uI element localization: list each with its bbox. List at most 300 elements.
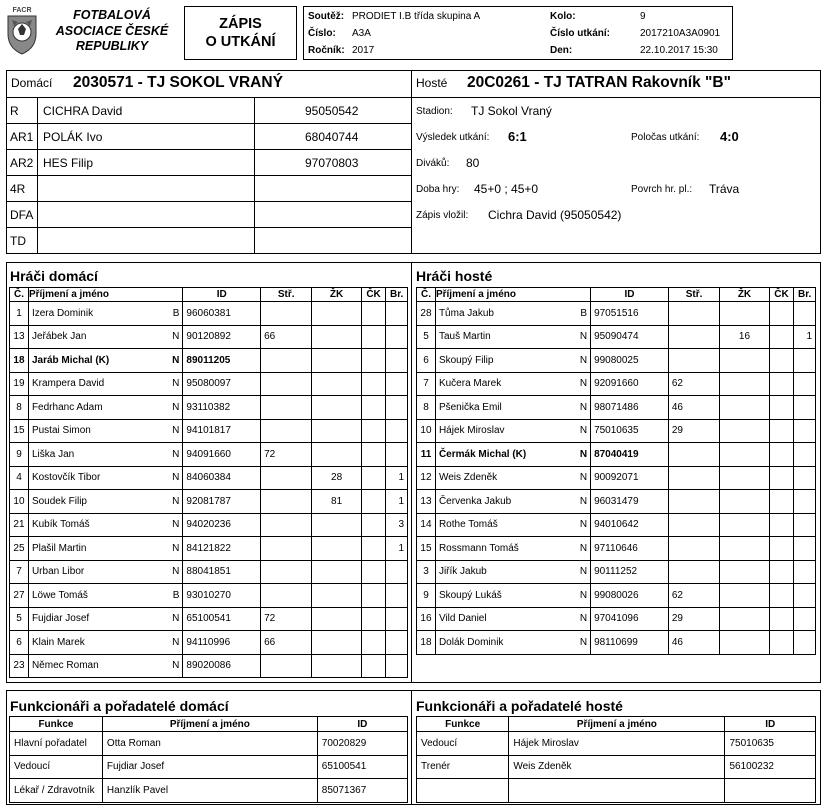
substitution-minute: [668, 302, 719, 326]
red-card-minute: [361, 302, 386, 326]
substitution-minute: [668, 325, 719, 349]
player-type: N: [172, 660, 180, 672]
red-card-minute: [361, 466, 386, 490]
red-card-minute: [361, 325, 386, 349]
column-header-ck: ČK: [361, 288, 386, 302]
goals: [386, 584, 408, 608]
player-number: 11: [417, 443, 436, 467]
yellow-card-minute: [720, 372, 770, 396]
player-name-cell: [28, 560, 182, 584]
home-func-title: Funkcionáři a pořadatelé domácí: [10, 698, 229, 714]
player-number: 7: [10, 560, 29, 584]
kolo-label: Kolo:: [550, 11, 576, 22]
player-number: 27: [10, 584, 29, 608]
column-header-str: Stř.: [261, 288, 312, 302]
title-line: ZÁPIS: [219, 16, 262, 32]
yellow-card-minute: [312, 584, 361, 608]
substitution-minute: [261, 349, 312, 373]
player-name: Löwe Tomáš: [31, 589, 88, 601]
yellow-card-minute: [720, 607, 770, 631]
player-id: 84060384: [183, 466, 261, 490]
functionary-role: Trenér: [417, 755, 509, 779]
player-row: [417, 349, 816, 373]
red-card-minute: [361, 419, 386, 443]
substitution-minute: [261, 537, 312, 561]
official-id: 68040744: [305, 130, 359, 144]
player-id: 96031479: [591, 490, 669, 514]
goals: [386, 349, 408, 373]
func-header-row: [417, 717, 816, 732]
player-name-cell: [28, 631, 182, 655]
yellow-card-minute: [720, 631, 770, 655]
red-card-minute: [769, 372, 794, 396]
goals: [386, 302, 408, 326]
match-details-box: [6, 70, 821, 254]
goals: [386, 396, 408, 420]
player-id: 89020086: [183, 654, 261, 678]
yellow-card-minute: [312, 325, 361, 349]
player-number: 6: [417, 349, 436, 373]
yellow-card-minute: [312, 349, 361, 373]
column-header-id: ID: [183, 288, 261, 302]
player-number: 6: [10, 631, 29, 655]
column-header-id: ID: [591, 288, 669, 302]
player-row: [417, 631, 816, 655]
players-header-row: [10, 288, 408, 302]
official-role: R: [10, 104, 19, 118]
player-row: [10, 466, 408, 490]
substitution-minute: [668, 490, 719, 514]
yellow-card-minute: 28: [312, 466, 361, 490]
player-name: Fedrhanc Adam: [31, 401, 103, 413]
player-id: 90120892: [183, 325, 261, 349]
player-row: [10, 396, 408, 420]
player-name-cell: [435, 537, 590, 561]
yellow-card-minute: [720, 537, 770, 561]
federation-name: [44, 8, 180, 55]
yellow-card-minute: [312, 654, 361, 678]
player-type: B: [172, 307, 180, 319]
player-type: N: [172, 519, 180, 531]
rocnik-label: Ročník:: [308, 45, 345, 56]
player-number: 9: [417, 584, 436, 608]
player-id: 88041851: [183, 560, 261, 584]
functionary-row: [10, 755, 408, 779]
player-name-cell: [28, 396, 182, 420]
functionary-name: Otta Roman: [102, 732, 317, 756]
away-func-title: Funkcionáři a pořadatelé hosté: [416, 698, 623, 714]
player-name: Němec Roman: [31, 660, 99, 672]
yellow-card-minute: 16: [720, 325, 770, 349]
column-header-funkce: Funkce: [417, 717, 509, 732]
player-id: 65100541: [183, 607, 261, 631]
substitution-minute: [668, 513, 719, 537]
player-number: 3: [417, 560, 436, 584]
substitution-minute: [261, 513, 312, 537]
column-header-funkce: Funkce: [10, 717, 103, 732]
cislo-label: Číslo:: [308, 28, 336, 39]
player-type: N: [172, 472, 180, 484]
player-name-cell: [435, 302, 590, 326]
player-name: Rothe Tomáš: [438, 519, 498, 531]
player-type: N: [172, 378, 180, 390]
column-header-ck: ČK: [769, 288, 794, 302]
goals: 1: [386, 490, 408, 514]
kolo-value: 9: [640, 11, 646, 22]
goals: [386, 654, 408, 678]
den-value: 22.10.2017 15:30: [640, 45, 718, 56]
player-name: Jaráb Michal (K): [31, 354, 110, 366]
player-id: 92091660: [591, 372, 669, 396]
player-name: Kučera Marek: [438, 378, 502, 390]
player-type: B: [172, 589, 180, 601]
red-card-minute: [361, 631, 386, 655]
player-row: [417, 443, 816, 467]
player-name: Červenka Jakub: [438, 495, 512, 507]
povrch-value: Tráva: [709, 182, 740, 196]
player-type: N: [172, 354, 180, 366]
goals: [794, 560, 816, 584]
vlozil-value: Cichra David (95050542): [488, 208, 622, 222]
soutez-value: PRODIET I.B třída skupina A: [352, 11, 481, 22]
player-row: [10, 631, 408, 655]
substitution-minute: [668, 443, 719, 467]
functionary-name: Weis Zdeněk: [509, 755, 725, 779]
goals: [794, 537, 816, 561]
player-name-cell: [28, 537, 182, 561]
player-name: Jiřík Jakub: [438, 566, 487, 578]
player-number: 5: [10, 607, 29, 631]
substitution-minute: [261, 560, 312, 584]
players-header-row: [417, 288, 816, 302]
federation-line: ASOCIACE ČESKÉ: [55, 23, 169, 38]
stadion-value: TJ Sokol Vraný: [471, 104, 552, 118]
player-type: N: [172, 401, 180, 413]
hoste-label: Hosté: [416, 76, 448, 90]
player-name: Skoupý Filip: [438, 354, 494, 366]
substitution-minute: 46: [668, 396, 719, 420]
player-name: Skoupý Lukáš: [438, 589, 502, 601]
red-card-minute: [361, 372, 386, 396]
goals: [386, 560, 408, 584]
yellow-card-minute: [312, 302, 361, 326]
federation-line: FOTBALOVÁ: [73, 8, 151, 22]
official-name: POLÁK Ivo: [43, 130, 103, 144]
player-row: [10, 490, 408, 514]
player-type: N: [579, 542, 588, 554]
player-name: Soudek Filip: [31, 495, 87, 507]
player-row: [417, 584, 816, 608]
player-row: [10, 302, 408, 326]
functionary-role: [417, 779, 509, 803]
povrch-label: Povrch hr. pl.:: [631, 184, 693, 195]
functionary-row: [417, 755, 816, 779]
player-number: 4: [10, 466, 29, 490]
goals: [386, 631, 408, 655]
player-name: Pšenička Emil: [438, 401, 502, 413]
home-players-title: Hráči domácí: [10, 268, 98, 284]
player-row: [417, 490, 816, 514]
substitution-minute: 29: [668, 419, 719, 443]
goals: 1: [386, 537, 408, 561]
player-type: N: [579, 613, 588, 625]
red-card-minute: [769, 537, 794, 561]
away-functionaries-table: [416, 716, 816, 803]
yellow-card-minute: [312, 631, 361, 655]
svg-text:FACR: FACR: [12, 7, 32, 14]
goals: [794, 396, 816, 420]
goals: 3: [386, 513, 408, 537]
red-card-minute: [769, 443, 794, 467]
player-row: [417, 466, 816, 490]
player-name-cell: [435, 560, 590, 584]
cislo-utkani-label: Číslo utkání:: [550, 28, 611, 39]
player-id: 94020236: [183, 513, 261, 537]
player-type: N: [579, 354, 588, 366]
functionary-row: [10, 779, 408, 803]
player-name-cell: [28, 513, 182, 537]
player-type: N: [579, 401, 588, 413]
home-team: 2030571 - TJ SOKOL VRANÝ: [73, 74, 283, 91]
divaku-value: 80: [466, 156, 480, 170]
player-number: 13: [417, 490, 436, 514]
player-name: Vild Daniel: [438, 613, 487, 625]
player-name-cell: [28, 607, 182, 631]
red-card-minute: [769, 325, 794, 349]
player-type: B: [580, 307, 588, 319]
player-id: 99080025: [591, 349, 669, 373]
red-card-minute: [361, 443, 386, 467]
player-name: Jeřábek Jan: [31, 331, 87, 343]
player-number: 19: [10, 372, 29, 396]
player-number: 8: [417, 396, 436, 420]
player-row: [10, 584, 408, 608]
polocas-value: 4:0: [720, 129, 739, 144]
red-card-minute: [769, 560, 794, 584]
player-name: Urban Libor: [31, 566, 85, 578]
player-type: N: [579, 425, 588, 437]
red-card-minute: [769, 302, 794, 326]
yellow-card-minute: 81: [312, 490, 361, 514]
official-id: 97070803: [305, 156, 359, 170]
red-card-minute: [769, 513, 794, 537]
yellow-card-minute: [312, 443, 361, 467]
player-number: 21: [10, 513, 29, 537]
player-number: 1: [10, 302, 29, 326]
vlozil-label: Zápis vložil:: [416, 210, 469, 221]
red-card-minute: [361, 513, 386, 537]
player-type: N: [579, 636, 588, 648]
goals: 1: [386, 466, 408, 490]
player-number: 10: [417, 419, 436, 443]
column-header-id: ID: [317, 717, 407, 732]
vysledek-label: Výsledek utkání:: [416, 132, 490, 143]
home-players-table: [9, 287, 408, 678]
player-name-cell: [28, 490, 182, 514]
goals: [386, 607, 408, 631]
functionary-role: Lékař / Zdravotník: [10, 779, 103, 803]
player-type: N: [579, 566, 588, 578]
yellow-card-minute: [720, 466, 770, 490]
player-number: 5: [417, 325, 436, 349]
player-name: Kostovčík Tibor: [31, 472, 101, 484]
official-role: AR1: [10, 130, 34, 144]
substitution-minute: 66: [261, 325, 312, 349]
player-row: [10, 537, 408, 561]
player-type: N: [172, 331, 180, 343]
player-name: Čermák Michal (K): [438, 448, 527, 460]
player-type: N: [579, 495, 588, 507]
substitution-minute: [261, 584, 312, 608]
player-name: Tauš Martin: [438, 331, 491, 343]
player-number: 15: [417, 537, 436, 561]
cislo-utkani-value: 2017210A3A0901: [640, 28, 721, 39]
yellow-card-minute: [720, 349, 770, 373]
red-card-minute: [361, 584, 386, 608]
player-type: N: [579, 331, 588, 343]
player-id: 98071486: [591, 396, 669, 420]
player-name-cell: [435, 372, 590, 396]
federation-line: REPUBLIKY: [75, 39, 149, 53]
official-id: 95050542: [305, 104, 359, 118]
player-row: [10, 372, 408, 396]
doba-value: 45+0 ; 45+0: [474, 182, 539, 196]
substitution-minute: 72: [261, 443, 312, 467]
substitution-minute: [668, 537, 719, 561]
column-header-c: Č.: [417, 288, 436, 302]
goals: 1: [794, 325, 816, 349]
player-name-cell: [28, 654, 182, 678]
player-name: Pustai Simon: [31, 425, 91, 437]
player-number: 7: [417, 372, 436, 396]
player-id: 93110382: [183, 396, 261, 420]
functionary-row: [417, 779, 816, 803]
red-card-minute: [769, 419, 794, 443]
player-row: [10, 607, 408, 631]
substitution-minute: 72: [261, 607, 312, 631]
player-name-cell: [28, 372, 182, 396]
yellow-card-minute: [720, 396, 770, 420]
functionary-role: Vedoucí: [10, 755, 103, 779]
player-row: [417, 513, 816, 537]
away-players-title: Hráči hosté: [416, 268, 493, 284]
player-name-cell: [28, 584, 182, 608]
substitution-minute: [668, 560, 719, 584]
player-id: 95080097: [183, 372, 261, 396]
away-players-table: [416, 287, 816, 655]
player-name: Tůma Jakub: [438, 307, 494, 319]
player-name: Klain Marek: [31, 636, 85, 648]
player-row: [10, 654, 408, 678]
official-name: HES Filip: [43, 156, 94, 170]
yellow-card-minute: [312, 513, 361, 537]
player-row: [10, 349, 408, 373]
player-number: 10: [10, 490, 29, 514]
player-name-cell: [435, 443, 590, 467]
player-type: N: [172, 448, 180, 460]
player-id: 94101817: [183, 419, 261, 443]
player-type: N: [172, 425, 180, 437]
func-header-row: [10, 717, 408, 732]
yellow-card-minute: [720, 302, 770, 326]
column-header-c: Č.: [10, 288, 29, 302]
player-name-cell: [28, 466, 182, 490]
facr-logo: [4, 4, 40, 56]
player-name-cell: [435, 325, 590, 349]
yellow-card-minute: [312, 372, 361, 396]
domaci-label: Domácí: [11, 76, 53, 90]
player-row: [10, 443, 408, 467]
player-number: 12: [417, 466, 436, 490]
player-id: 95090474: [591, 325, 669, 349]
red-card-minute: [769, 396, 794, 420]
substitution-minute: 66: [261, 631, 312, 655]
goals: [794, 513, 816, 537]
player-id: 93010270: [183, 584, 261, 608]
player-number: 23: [10, 654, 29, 678]
goals: [386, 372, 408, 396]
functionary-id: 65100541: [317, 755, 407, 779]
goals: [794, 584, 816, 608]
red-card-minute: [769, 631, 794, 655]
official-role: 4R: [10, 182, 26, 196]
player-number: 18: [417, 631, 436, 655]
player-type: N: [579, 378, 588, 390]
player-id: 90111252: [591, 560, 669, 584]
player-id: 96060381: [183, 302, 261, 326]
player-name-cell: [435, 396, 590, 420]
player-name-cell: [28, 419, 182, 443]
substitution-minute: 29: [668, 607, 719, 631]
column-header-name: Příjmení a jméno: [509, 717, 725, 732]
official-role: DFA: [10, 208, 34, 222]
player-id: 90092071: [591, 466, 669, 490]
player-name-cell: [28, 443, 182, 467]
functionary-name: Hanzlík Pavel: [102, 779, 317, 803]
player-type: N: [172, 613, 180, 625]
player-name: Plašil Martin: [31, 542, 87, 554]
official-role: AR2: [10, 156, 34, 170]
divaku-label: Diváků:: [416, 158, 450, 169]
goals: [794, 349, 816, 373]
player-name-cell: [435, 513, 590, 537]
official-name: CICHRA David: [43, 104, 123, 118]
red-card-minute: [361, 537, 386, 561]
doba-label: Doba hry:: [416, 184, 460, 195]
column-header-name: Příjmení a jméno: [102, 717, 317, 732]
player-id: 97051516: [591, 302, 669, 326]
player-number: 13: [10, 325, 29, 349]
polocas-label: Poločas utkání:: [631, 132, 700, 143]
player-name: Hájek Miroslav: [438, 425, 505, 437]
player-name-cell: [435, 607, 590, 631]
player-name-cell: [28, 349, 182, 373]
player-row: [10, 325, 408, 349]
player-id: 92081787: [183, 490, 261, 514]
substitution-minute: [261, 372, 312, 396]
red-card-minute: [361, 607, 386, 631]
player-type: N: [172, 495, 180, 507]
yellow-card-minute: [720, 443, 770, 467]
goals: [794, 302, 816, 326]
yellow-card-minute: [720, 560, 770, 584]
player-number: 8: [10, 396, 29, 420]
functionary-id: 70020829: [317, 732, 407, 756]
substitution-minute: [261, 466, 312, 490]
player-row: [10, 513, 408, 537]
red-card-minute: [361, 349, 386, 373]
column-header-name: Příjmení a jméno: [435, 288, 590, 302]
